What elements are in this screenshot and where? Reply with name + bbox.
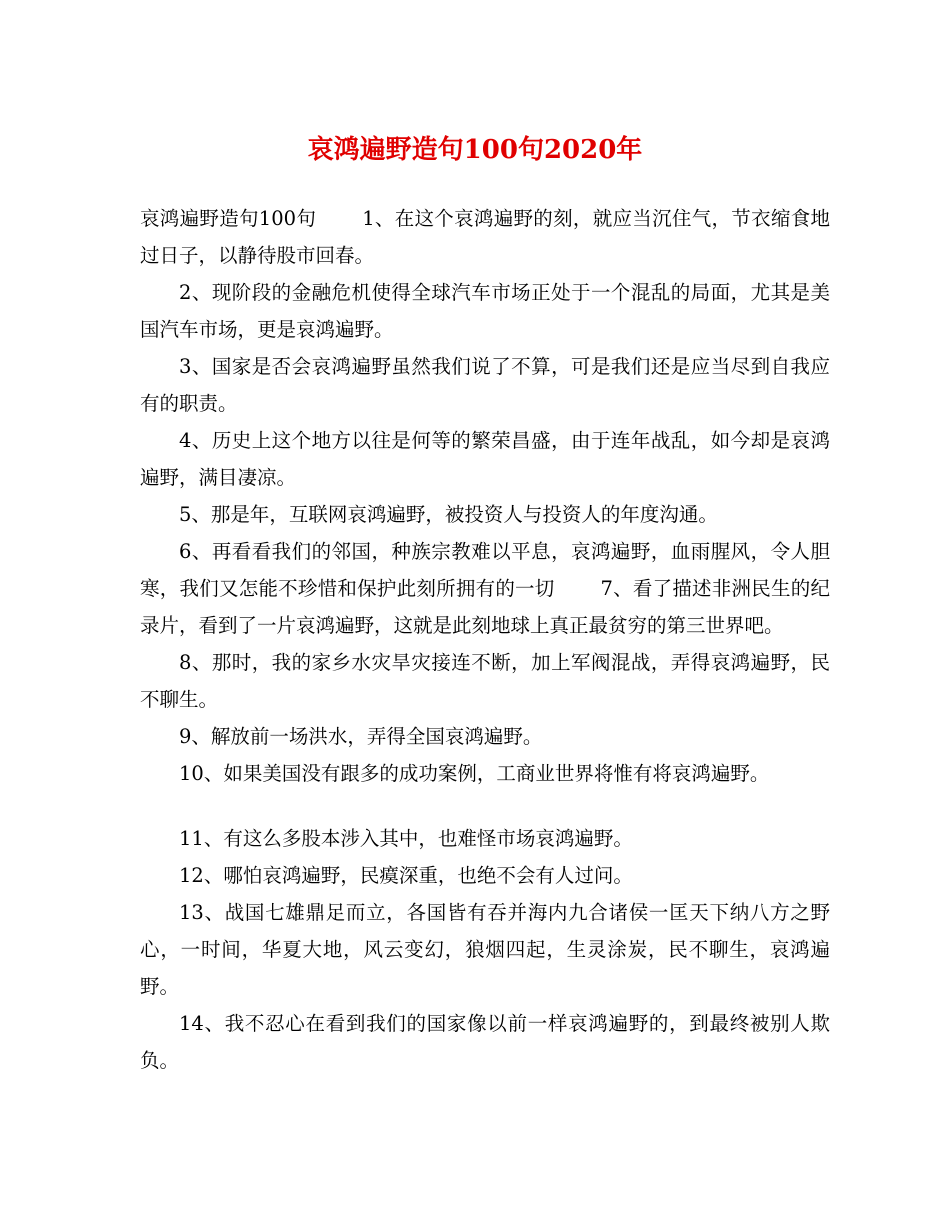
document-body bbox=[140, 200, 830, 1079]
paragraph: 哀鸿遍野造句100句 1、在这个哀鸿遍野的刻，就应当沉住气，节衣缩食地过日子，以静待股市回春。 bbox=[140, 207, 830, 267]
paragraph: 12、哪怕哀鸿遍野，民瘼深重，也绝不会有人过问。 bbox=[179, 864, 633, 887]
paragraph: 14、我不忍心在看到我们的国家像以前一样哀鸿遍野的，到最终被别人欺负。 bbox=[140, 1012, 830, 1072]
paragraph: 8、那时，我的家乡水灾旱灾接连不断，加上军阀混战，弄得哀鸿遍野，民不聊生。 bbox=[140, 651, 830, 711]
paragraph: 13、战国七雄鼎足而立，各国皆有吞并海内九合诸侯一匡天下纳八方之野心，一时间，华夏大地，风云变幻，狼烟四起，生灵涂炭，民不聊生，哀鸿遍野。 bbox=[140, 901, 830, 998]
paragraph: 4、历史上这个地方以往是何等的繁荣昌盛，由于连年战乱，如今却是哀鸿遍野，满目凄凉。 bbox=[140, 429, 830, 489]
document-title: 哀鸿遍野造句100句2020年 bbox=[307, 135, 643, 165]
paragraph: 2、现阶段的金融危机使得全球汽车市场正处于一个混乱的局面，尤其是美国汽车市场，更是哀鸿遍野。 bbox=[140, 281, 830, 341]
paragraph-gap bbox=[140, 792, 830, 820]
paragraph: 3、国家是否会哀鸿遍野虽然我们说了不算，可是我们还是应当尽到自我应有的职责。 bbox=[140, 355, 830, 415]
paragraph: 10、如果美国没有跟多的成功案例，工商业世界将惟有将哀鸿遍野。 bbox=[179, 762, 770, 785]
paragraph: 9、解放前一场洪水，弄得全国哀鸿遍野。 bbox=[179, 725, 543, 748]
paragraph: 11、有这么多股本涉入其中，也难怪市场哀鸿遍野。 bbox=[179, 827, 633, 850]
paragraph: 6、再看看我们的邻国，种族宗教难以平息，哀鸿遍野，血雨腥风，令人胆寒，我们又怎能不珍惜和保护此刻所拥有的一切 7、看了描述非洲民生的纪录片，看到了一片哀鸿遍野，这就是此刻地球上真正最贫穷的第三世界吧。 bbox=[140, 540, 830, 637]
paragraph: 5、那是年，互联网哀鸿遍野，被投资人与投资人的年度沟通。 bbox=[179, 503, 718, 526]
